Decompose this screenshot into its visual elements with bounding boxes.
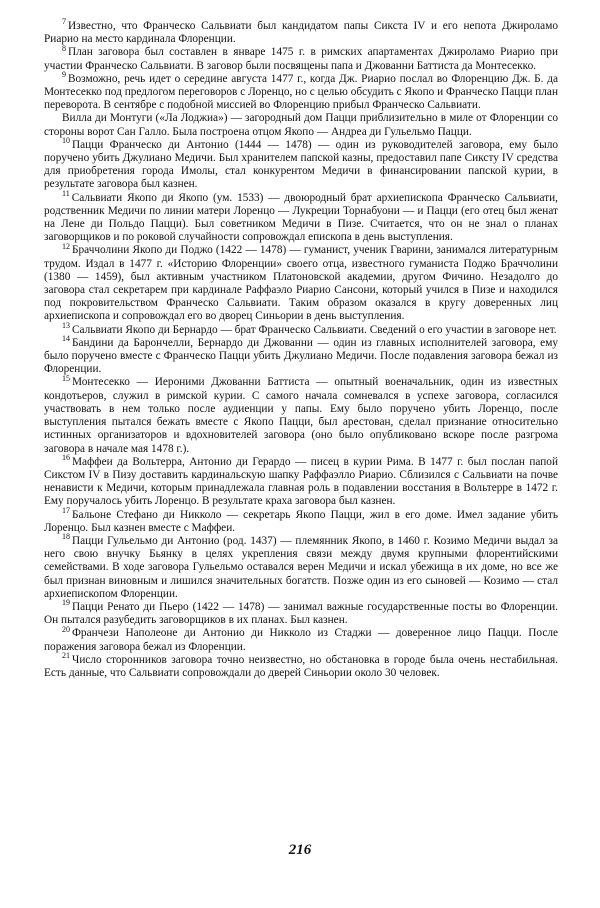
footnote-text: Известно, что Франческо Сальвиати был кандидатом папы Сикста IV и его непота Джироламо Риарио на место кардинала Флоренции. xyxy=(44,20,558,46)
footnote-text: Вилла ди Монтуги («Ла Лоджиа») — загородный дом Пацци приблизительно в миле от Флоренции со стороны ворот Сан Галло. Была построена отцом Якопо — Андреа ди Гульельмо Пацци. xyxy=(44,112,558,138)
footnote-text: Маффеи да Вольтерра, Антонио ди Герардо — писец в курии Рима. В 1477 г. был послан папой Сикстом IV в Пизу доставить кардинальскую шапку Раффаэлло Риарио. Сблизился с Сальвиати на почве ненависти к Медичи, которым принадлежала главная роль в подавлении восстания в Вольтерре в 1472 г. Ему поручалось убить Лоренцо. В результате краха заговора был казнен. xyxy=(44,455,558,508)
footnote-text: Бальоне Стефано ди Никколо — секретарь Якопо Пацци, жил в его доме. Имел задание убить Лоренцо. Был казнен вместе с Маффеи. xyxy=(44,508,558,534)
footnote-text: Пацци Франческо ди Антонио (1444 — 1478) — один из руководителей заговора, ему было поручено убить Джулиано Медичи. Был хранителем папской казны, предоставил папе Сиксту IV средства для приобретения города Имолы, стал конкурентом Медичи в финансировании папской курии, в результате заговора был казнен. xyxy=(44,138,558,191)
footnote xyxy=(44,532,558,601)
footnote-number: 19 xyxy=(62,598,70,608)
footnote-text: Возможно, речь идет о середине августа 1477 г., когда Дж. Риарио послал во Флоренцию Дж. Б. да Монтесекко под предлогом переговоров с Лоренцо, но с целью обсудить с Якопо и Франческо Пацци план переворота. В сентябре с подобной миссией во Флоренцию прибыл Франческо Сальвиати. xyxy=(44,72,558,112)
footnote-number: 8 xyxy=(62,43,66,53)
footnote-text: Бандини да Барончелли, Бернардо ди Джованни — один из главных исполнителей заговора, ему было поручено вместе с Франческо Пацци убить Джулиано Медичи. После подавления заговора бежал из Флоренции. xyxy=(44,336,558,376)
footnote-number: 17 xyxy=(62,505,70,515)
footnotes xyxy=(44,17,558,680)
footnote-number: 20 xyxy=(62,624,70,634)
footnote xyxy=(44,43,558,72)
footnote-text: Франчези Наполеоне ди Антонио ди Никколо из Стаджи — доверенное лицо Пацци. После поражения заговора бежал из Флоренции. xyxy=(44,627,558,653)
footnote-number: 9 xyxy=(62,70,66,80)
footnote-number: 11 xyxy=(62,188,70,198)
footnote-text: Браччолини Якопо ди Поджо (1422 — 1478) — гуманист, ученик Гварини, занимался литературным трудом. Издал в 1477 г. «Историю Флоренции» своего отца, известного гуманиста Поджо Браччолини (1380 — 1459), был активным участником Платоновской академии, другом Фичино. Незадолго до заговора стал секретарем при кардинале Раффаэло Риарио Сансони, который учился в Пизе и находился под покровительством Франческо Сальвиати. Таким образом оказался в кругу доверенных лиц архиепископа и сопровождал его во дворец Синьории в день выступления. xyxy=(44,244,558,323)
footnote-text: Сальвиати Якопо ди Якопо (ум. 1533) — двоюродный брат архиепископа Франческо Сальвиати, родственник Медичи по линии матери Лоренцо — Лукреции Торнабуони — и Пацци (его отец был женат на Лене ди Польдо Пацци). Был советником Медичи в Пизе. Считается, что он не знал о планах заговорщиков и по роковой случайности сопровождал епископа в день выступления. xyxy=(44,191,558,244)
footnote-text: Сальвиати Якопо ди Бернардо — брат Франческо Сальвиати. Сведений о его участии в заговоре нет. xyxy=(72,323,557,336)
footnote xyxy=(44,334,558,377)
footnote-number: 12 xyxy=(62,241,70,251)
footnote-number: 7 xyxy=(62,17,66,27)
footnote xyxy=(44,112,558,138)
page-number: 216 xyxy=(288,842,312,858)
footnote xyxy=(44,505,558,535)
footnote-number: 13 xyxy=(62,320,70,330)
footnote-number: 14 xyxy=(62,334,70,344)
footnote xyxy=(44,373,558,455)
footnote-number: 16 xyxy=(62,452,70,462)
footnote-number: 15 xyxy=(62,373,70,383)
footnote-number: 10 xyxy=(62,136,70,146)
footnote xyxy=(44,452,558,509)
footnote xyxy=(44,188,558,245)
footnote xyxy=(44,650,558,680)
footnote xyxy=(44,136,558,192)
footnote-text: Пацци Ренато ди Пьеро (1422 — 1478) — занимал важные государственные посты во Флоренции. Он пытался разубедить заговорщиков в их планах. Был казнен. xyxy=(44,600,558,627)
footnote xyxy=(44,17,558,46)
footnote-text: Монтесекко — Иероними Джованни Баттиста — опытный военачальник, один из известных кондотьеров, служил в римской курии. С самого начала сомневался в успехе заговора, согласился участвовать в нем только после аудиенции у папы. Ему было поручено убить Лоренцо, после выступления пытался бежать вместе с Якопо Пацци, был арестован, сделал признание относительно истинных организаторов и вдохновителей заговора (оно было опубликовано вскоре после разгрома заговора в начале мая 1478 г.). xyxy=(44,376,558,455)
footnote xyxy=(44,624,558,653)
footnote-number: 21 xyxy=(62,650,70,660)
footnote-text: Пацци Гульельмо ди Антонио (род. 1437) — племянник Якопо, в 1460 г. Козимо Медичи выдал за него свою внучку Бьянку в целях укрепления связи между двумя крупными флорентийскими семействами. В ходе заговора Гульельмо оставался верен Медичи и искал убежища в их доме, но все же был признан виновным и лишился значительных богатств. Позже один из его сыновей — Козимо — стал архиепископом Флоренции. xyxy=(44,534,558,600)
footnote-text: План заговора был составлен в январе 1475 г. в римских апартаментах Джироламо Риарио при участии Франческо Сальвиати. В заговор были посвящены папа и Джованни Баттиста да Монтесекко. xyxy=(44,46,558,72)
footnote-number: 18 xyxy=(62,532,70,542)
footnote-text: Число сторонников заговора точно неизвестно, но обстановка в городе была очень нестабильная. Есть данные, что Сальвиати сопровождали до дверей Синьории около 30 человек. xyxy=(44,653,558,679)
footnote xyxy=(44,320,558,337)
footnote xyxy=(44,598,558,627)
footnote xyxy=(44,241,558,323)
footnote xyxy=(44,70,558,113)
